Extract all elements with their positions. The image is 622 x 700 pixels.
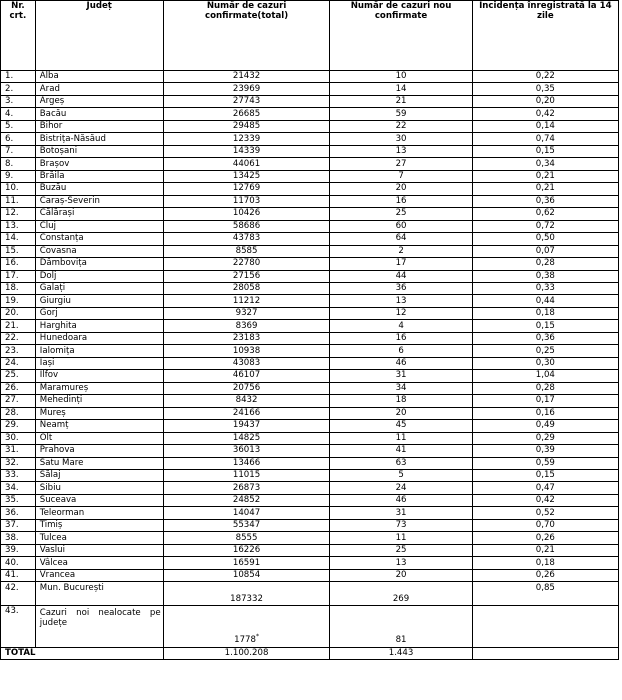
cell-judet: Covasna (35, 245, 163, 257)
table-row (1, 95, 619, 107)
table-row (1, 507, 619, 519)
table-row (1, 407, 619, 419)
cell-confirmed: 10938 (163, 345, 330, 357)
cell-new: 27 (330, 158, 472, 170)
cell-judet: Argeș (35, 95, 163, 107)
cell-incidence: 1,04 (472, 370, 618, 382)
cell-confirmed: 46107 (163, 370, 330, 382)
cell-incidence: 0,15 (472, 320, 618, 332)
table-row (1, 544, 619, 556)
cell-nr: 23. (1, 345, 36, 357)
cell-new: 20 (330, 407, 472, 419)
cell-nr: 28. (1, 407, 36, 419)
cell-new: 60 (330, 220, 472, 232)
cell-new: 73 (330, 519, 472, 531)
table-row (1, 482, 619, 494)
cell-judet: Brașov (35, 158, 163, 170)
cell-nr: 35. (1, 494, 36, 506)
asterisk-mark: * (255, 633, 259, 641)
table-row (1, 470, 619, 482)
cell-judet: Suceava (35, 494, 163, 506)
table-row (1, 233, 619, 245)
table-row (1, 569, 619, 581)
cell-confirmed: 12769 (163, 183, 330, 195)
cell-judet: Caraș-Severin (35, 195, 163, 207)
cell-confirmed: 11015 (163, 470, 330, 482)
table-body (1, 71, 619, 582)
cell-new: 31 (330, 370, 472, 382)
table-row (1, 370, 619, 382)
cell-incidence: 0,14 (472, 120, 618, 132)
cell-incidence: 0,52 (472, 507, 618, 519)
header-new-confirmed: Număr de cazuri nou confirmate (330, 1, 472, 71)
cell-nr: 31. (1, 445, 36, 457)
cell-judet: Prahova (35, 445, 163, 457)
cell-incidence: 0,34 (472, 158, 618, 170)
table-row-total (1, 648, 619, 660)
table-row (1, 208, 619, 220)
cell-confirmed: 21432 (163, 71, 330, 83)
cell-judet: Harghita (35, 320, 163, 332)
cell-new: 31 (330, 507, 472, 519)
cell-incidence: 0,22 (472, 71, 618, 83)
table-row (1, 494, 619, 506)
header-judet: Județ (35, 1, 163, 71)
cell-incidence: 0,39 (472, 445, 618, 457)
table-row (1, 420, 619, 432)
cell-new: 269 (330, 582, 472, 606)
cell-new: 13 (330, 295, 472, 307)
cell-new: 12 (330, 307, 472, 319)
cell-judet: Mehedinți (35, 395, 163, 407)
cell-confirmed: 14339 (163, 145, 330, 157)
cell-nr: 39. (1, 544, 36, 556)
cell-judet: Vâlcea (35, 557, 163, 569)
total-incidence (472, 648, 618, 660)
cell-confirmed: 8555 (163, 532, 330, 544)
cell-incidence: 0,16 (472, 407, 618, 419)
cell-confirmed: 13466 (163, 457, 330, 469)
cell-incidence: 0,21 (472, 544, 618, 556)
cell-confirmed: 23969 (163, 83, 330, 95)
table-row (1, 395, 619, 407)
cell-incidence: 0,25 (472, 345, 618, 357)
cell-nr: 3. (1, 95, 36, 107)
table-row (1, 158, 619, 170)
table-row (1, 195, 619, 207)
cell-incidence: 0,62 (472, 208, 618, 220)
cell-confirmed: 8369 (163, 320, 330, 332)
table-row (1, 133, 619, 145)
cell-confirmed: 10854 (163, 569, 330, 581)
cell-confirmed (163, 606, 330, 648)
cell-nr: 2. (1, 83, 36, 95)
cell-incidence: 0,42 (472, 108, 618, 120)
cell-confirmed: 36013 (163, 445, 330, 457)
cell-confirmed: 8432 (163, 395, 330, 407)
cell-judet: Ialomița (35, 345, 163, 357)
cell-incidence: 0,26 (472, 569, 618, 581)
table-row (1, 170, 619, 182)
cell-confirmed: 22780 (163, 258, 330, 270)
cell-new: 64 (330, 233, 472, 245)
table-row (1, 270, 619, 282)
table-row (1, 532, 619, 544)
cell-incidence (472, 606, 618, 648)
cell-incidence: 0,28 (472, 258, 618, 270)
table-row (1, 345, 619, 357)
cell-new: 21 (330, 95, 472, 107)
cell-judet: Bistrița-Năsăud (35, 133, 163, 145)
cell-new: 41 (330, 445, 472, 457)
cell-new: 18 (330, 395, 472, 407)
table-footer-rows (1, 582, 619, 660)
cell-confirmed: 27743 (163, 95, 330, 107)
cell-incidence: 0,26 (472, 532, 618, 544)
cell-nr: 29. (1, 420, 36, 432)
cell-judet: Maramureș (35, 382, 163, 394)
cell-new: 2 (330, 245, 472, 257)
cell-confirmed: 9327 (163, 307, 330, 319)
cell-incidence: 0,44 (472, 295, 618, 307)
total-label: TOTAL (1, 648, 164, 660)
total-new: 1.443 (330, 648, 472, 660)
cell-nr: 27. (1, 395, 36, 407)
table-row (1, 357, 619, 369)
cell-incidence: 0,28 (472, 382, 618, 394)
cell-judet: Tulcea (35, 532, 163, 544)
table-row (1, 432, 619, 444)
cell-new: 25 (330, 208, 472, 220)
cell-judet: Cluj (35, 220, 163, 232)
cell-confirmed: 27156 (163, 270, 330, 282)
cell-judet: Olt (35, 432, 163, 444)
cell-incidence: 0,07 (472, 245, 618, 257)
cell-nr: 38. (1, 532, 36, 544)
cell-judet: Hunedoara (35, 332, 163, 344)
cell-confirmed-value: 1778 (234, 635, 256, 646)
cell-incidence: 0,50 (472, 233, 618, 245)
table-row-unallocated (1, 606, 619, 648)
header-row (1, 1, 619, 71)
cell-nr: 36. (1, 507, 36, 519)
cell-incidence: 0,74 (472, 133, 618, 145)
cell-judet: Dolj (35, 270, 163, 282)
cell-new: 22 (330, 120, 472, 132)
cell-new: 7 (330, 170, 472, 182)
cell-new: 13 (330, 145, 472, 157)
table-row (1, 258, 619, 270)
cell-nr: 1. (1, 71, 36, 83)
cell-confirmed: 8585 (163, 245, 330, 257)
cell-judet: Satu Mare (35, 457, 163, 469)
table-row (1, 295, 619, 307)
cell-judet: Vaslui (35, 544, 163, 556)
cell-nr: 5. (1, 120, 36, 132)
cell-nr: 22. (1, 332, 36, 344)
table-row (1, 245, 619, 257)
table-row (1, 320, 619, 332)
cell-new: 16 (330, 195, 472, 207)
cell-incidence: 0,21 (472, 170, 618, 182)
table-row (1, 445, 619, 457)
cell-incidence: 0,49 (472, 420, 618, 432)
cell-nr: 34. (1, 482, 36, 494)
cell-nr: 17. (1, 270, 36, 282)
cell-incidence: 0,47 (472, 482, 618, 494)
cell-judet: Alba (35, 71, 163, 83)
cell-confirmed: 187332 (163, 582, 330, 606)
cell-incidence: 0,18 (472, 307, 618, 319)
cell-new: 45 (330, 420, 472, 432)
cell-confirmed: 11703 (163, 195, 330, 207)
cell-incidence: 0,30 (472, 357, 618, 369)
cell-incidence: 0,38 (472, 270, 618, 282)
cell-judet: Mun. București (35, 582, 163, 606)
cell-nr: 8. (1, 158, 36, 170)
cell-judet: Sălaj (35, 470, 163, 482)
cell-incidence: 0,21 (472, 183, 618, 195)
cell-incidence: 0,59 (472, 457, 618, 469)
cell-new: 44 (330, 270, 472, 282)
cell-nr: 20. (1, 307, 36, 319)
table-row (1, 332, 619, 344)
cell-judet: Mureș (35, 407, 163, 419)
table-header (1, 1, 619, 71)
cell-new: 17 (330, 258, 472, 270)
cell-nr: 42. (1, 582, 36, 606)
cell-confirmed: 14825 (163, 432, 330, 444)
cell-confirmed: 19437 (163, 420, 330, 432)
cell-confirmed: 28058 (163, 282, 330, 294)
cell-confirmed: 26873 (163, 482, 330, 494)
cell-nr: 37. (1, 519, 36, 531)
cell-confirmed: 43083 (163, 357, 330, 369)
cell-new: 20 (330, 569, 472, 581)
cell-nr: 25. (1, 370, 36, 382)
table-row (1, 71, 619, 83)
cell-judet: Botoșani (35, 145, 163, 157)
cell-incidence: 0,33 (472, 282, 618, 294)
table-row (1, 120, 619, 132)
cell-new: 46 (330, 357, 472, 369)
cell-judet: Teleorman (35, 507, 163, 519)
table-row-bucuresti (1, 582, 619, 606)
cell-nr: 13. (1, 220, 36, 232)
cell-confirmed: 23183 (163, 332, 330, 344)
cell-nr: 7. (1, 145, 36, 157)
cell-confirmed: 43783 (163, 233, 330, 245)
cell-nr: 10. (1, 183, 36, 195)
cell-new: 25 (330, 544, 472, 556)
cell-confirmed: 44061 (163, 158, 330, 170)
cell-judet: Arad (35, 83, 163, 95)
cell-new: 81 (330, 606, 472, 648)
table-row (1, 83, 619, 95)
table-row (1, 382, 619, 394)
cell-nr: 30. (1, 432, 36, 444)
cell-nr: 12. (1, 208, 36, 220)
cell-new: 11 (330, 432, 472, 444)
cell-incidence: 0,29 (472, 432, 618, 444)
cell-new: 59 (330, 108, 472, 120)
cell-incidence: 0,72 (472, 220, 618, 232)
table-row (1, 519, 619, 531)
cell-new: 14 (330, 83, 472, 95)
cell-confirmed: 16591 (163, 557, 330, 569)
cell-new: 34 (330, 382, 472, 394)
cell-judet: Buzău (35, 183, 163, 195)
cell-incidence: 0,17 (472, 395, 618, 407)
cell-incidence: 0,85 (472, 582, 618, 606)
cell-new: 4 (330, 320, 472, 332)
cell-new: 10 (330, 71, 472, 83)
cell-confirmed: 24852 (163, 494, 330, 506)
table-row (1, 108, 619, 120)
cell-incidence: 0,20 (472, 95, 618, 107)
cell-nr: 4. (1, 108, 36, 120)
cell-nr: 18. (1, 282, 36, 294)
table-row (1, 307, 619, 319)
cell-confirmed: 16226 (163, 544, 330, 556)
cell-nr: 9. (1, 170, 36, 182)
cell-confirmed: 29485 (163, 120, 330, 132)
cell-confirmed: 55347 (163, 519, 330, 531)
cell-confirmed: 58686 (163, 220, 330, 232)
table-row (1, 220, 619, 232)
cell-new: 30 (330, 133, 472, 145)
cell-judet: Timiș (35, 519, 163, 531)
cell-nr: 14. (1, 233, 36, 245)
cell-nr: 6. (1, 133, 36, 145)
cell-new: 6 (330, 345, 472, 357)
cell-judet: Cazuri noi nealocate pe județe (35, 606, 163, 648)
cell-incidence: 0,35 (472, 83, 618, 95)
cell-judet: Bacău (35, 108, 163, 120)
cell-judet: Bihor (35, 120, 163, 132)
cell-judet: Neamț (35, 420, 163, 432)
cell-new: 36 (330, 282, 472, 294)
cell-judet: Galați (35, 282, 163, 294)
cell-incidence: 0,42 (472, 494, 618, 506)
cell-new: 63 (330, 457, 472, 469)
cell-nr: 33. (1, 470, 36, 482)
cell-nr: 32. (1, 457, 36, 469)
cell-new: 24 (330, 482, 472, 494)
cell-nr: 41. (1, 569, 36, 581)
cell-confirmed: 10426 (163, 208, 330, 220)
cell-incidence: 0,36 (472, 195, 618, 207)
cell-judet: Sibiu (35, 482, 163, 494)
cell-new: 16 (330, 332, 472, 344)
cell-nr: 16. (1, 258, 36, 270)
cell-nr: 26. (1, 382, 36, 394)
cell-confirmed: 20756 (163, 382, 330, 394)
table-row (1, 183, 619, 195)
cell-new: 11 (330, 532, 472, 544)
cell-nr: 24. (1, 357, 36, 369)
cell-judet: Gorj (35, 307, 163, 319)
cell-judet: Ilfov (35, 370, 163, 382)
cell-nr: 21. (1, 320, 36, 332)
cell-confirmed: 24166 (163, 407, 330, 419)
cell-judet: Brăila (35, 170, 163, 182)
cell-nr: 11. (1, 195, 36, 207)
cell-confirmed: 11212 (163, 295, 330, 307)
cell-judet: Constanța (35, 233, 163, 245)
cell-confirmed: 13425 (163, 170, 330, 182)
table-row (1, 145, 619, 157)
cell-judet: Dâmbovița (35, 258, 163, 270)
cell-nr: 43. (1, 606, 36, 648)
header-incidence-14-days: Incidența înregistrată la 14 zile (472, 1, 618, 71)
cell-confirmed: 14047 (163, 507, 330, 519)
total-confirmed: 1.100.208 (163, 648, 330, 660)
cell-incidence: 0,15 (472, 470, 618, 482)
cell-confirmed: 12339 (163, 133, 330, 145)
cell-incidence: 0,36 (472, 332, 618, 344)
cell-new: 46 (330, 494, 472, 506)
cell-nr: 40. (1, 557, 36, 569)
cell-confirmed: 26685 (163, 108, 330, 120)
cell-incidence: 0,70 (472, 519, 618, 531)
cell-incidence: 0,18 (472, 557, 618, 569)
header-nr-crt: Nr. crt. (1, 1, 36, 71)
table-row (1, 282, 619, 294)
cell-new: 20 (330, 183, 472, 195)
cell-nr: 15. (1, 245, 36, 257)
cell-new: 13 (330, 557, 472, 569)
cell-judet: Iași (35, 357, 163, 369)
header-confirmed-total: Număr de cazuri confirmate(total) (163, 1, 330, 71)
cell-incidence: 0,15 (472, 145, 618, 157)
cell-judet: Călărași (35, 208, 163, 220)
table-row (1, 557, 619, 569)
cell-nr: 19. (1, 295, 36, 307)
cell-judet: Giurgiu (35, 295, 163, 307)
cell-new: 5 (330, 470, 472, 482)
cell-judet: Vrancea (35, 569, 163, 581)
table-row (1, 457, 619, 469)
